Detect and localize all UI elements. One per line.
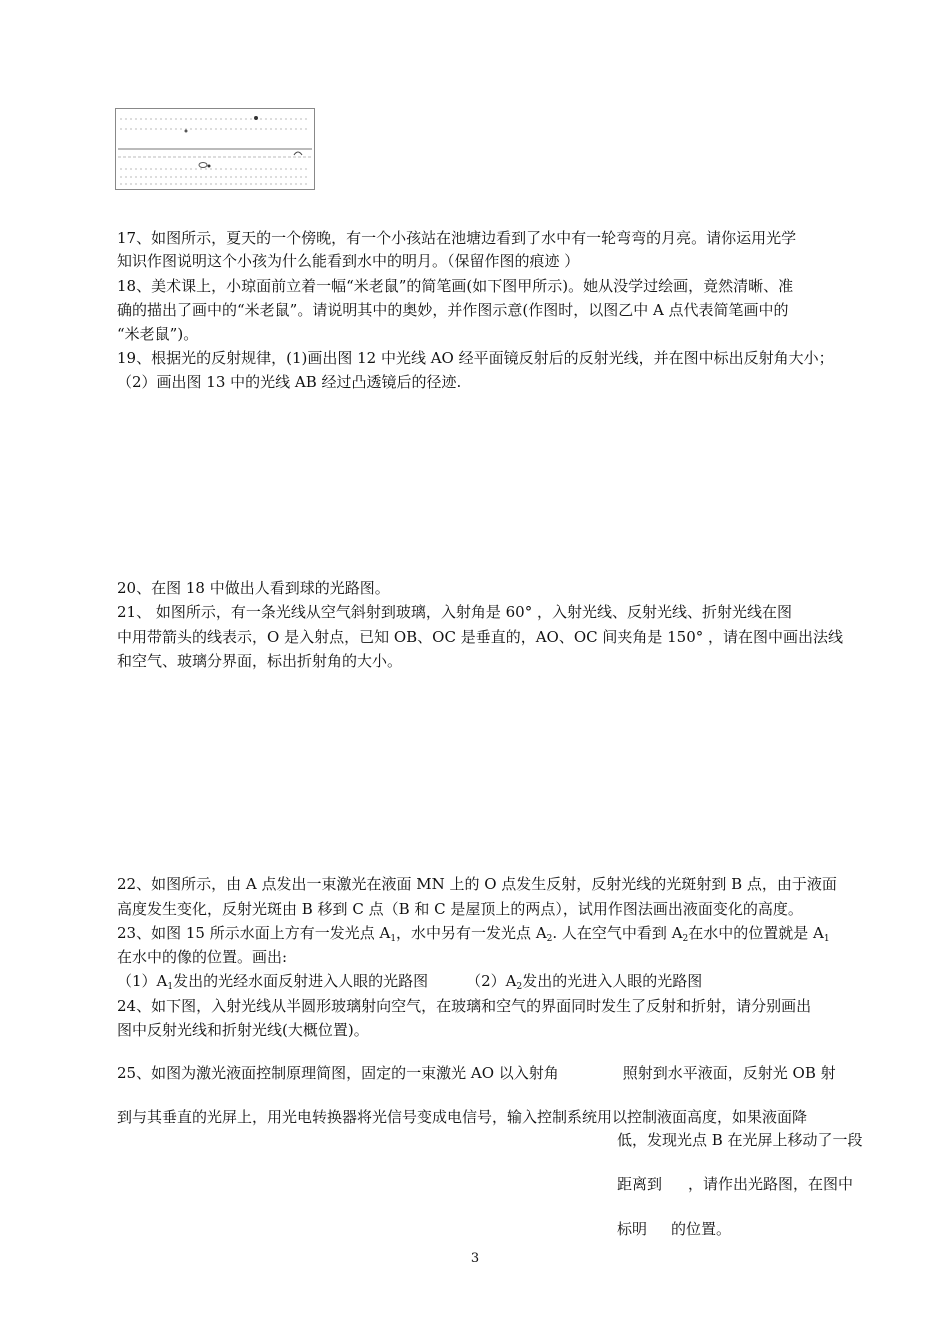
q25-line4b: ，请作出光路图，在图中 [688, 1175, 854, 1193]
q25-line4 [617, 1173, 882, 1196]
q25-line1 [117, 1062, 882, 1085]
q24-line2: 图中反射光线和折射光线(大概位置)。 [117, 1021, 369, 1039]
subscript-2: 2 [516, 982, 523, 992]
q25-line1b: 照射到水平液面，反射光 OB 射 [622, 1064, 836, 1082]
q23-line2: 在水中的像的位置。画出: [117, 948, 288, 966]
q17-line1: 17、如图所示，夏天的一个傍晚，有一个小孩站在池塘边看到了水中有一轮弯弯的月亮。请你运用光学 [117, 229, 797, 247]
q18-line1: 18、美术课上，小琼面前立着一幅“米老鼠”的简笔画(如下图甲所示)。她从没学过绘画，竟然清晰、准 [117, 277, 794, 295]
subscript-1: 1 [167, 982, 174, 992]
q18-line2: 确的描出了画中的“米老鼠”。请说明其中的奥妙，并作图示意(作图时，以图乙中 A 点代表简笔画中的 [117, 301, 789, 319]
q22-line2: 高度发生变化，反射光斑由 B 移到 C 点（B 和 C 是屋顶上的两点），试用作图法画出液面变化的高度。 [117, 900, 803, 918]
q25-line4a: 距离到 [617, 1175, 663, 1193]
q21-line2: 中用带箭头的线表示，O 是入射点，已知 OB、OC 是垂直的，AO、OC 间夹角是 150° ，请在图中画出法线 [117, 628, 844, 646]
subscript-1: 1 [823, 934, 830, 944]
q24-line1: 24、如下图，入射光线从半圆形玻璃射向空气，在玻璃和空气的界面同时发生了反射和折射，请分别画出 [117, 997, 812, 1015]
figure-pond-moon [115, 108, 315, 190]
pond-moon-drawing [116, 109, 314, 189]
q25-line3: 低，发现光点 B 在光屏上移动了一段 [617, 1131, 863, 1149]
q22-line1: 22、如图所示，由 A 点发出一束激光在液面 MN 上的 O 点发生反射，反射光线的光斑射到 B 点，由于液面 [117, 875, 837, 893]
subscript-2: 2 [682, 934, 689, 944]
q18-line3: “米老鼠”)。 [117, 325, 199, 343]
q23-part2-a: （2）A [466, 972, 517, 990]
q25-line2: 到与其垂直的光屏上，用光电转换器将光信号变成电信号，输入控制系统用以控制液面高度，如果液面降 [117, 1108, 808, 1126]
q25-line5b: 的位置。 [671, 1220, 732, 1238]
q20-line1: 20、在图 18 中做出人看到球的光路图。 [117, 579, 390, 597]
q25-line5a: 标明 [617, 1220, 648, 1238]
q23-text-d: 在水中的位置就是 A [688, 924, 824, 942]
q23-text-c: . 人在空气中看到 A [552, 924, 683, 942]
q17-line2: 知识作图说明这个小孩为什么能看到水中的明月。（保留作图的痕迹 ） [117, 252, 580, 270]
q23-part1-a: （1）A [117, 972, 168, 990]
q19-line2: （2）画出图 13 中的光线 AB 经过凸透镜后的径迹. [117, 373, 462, 391]
subscript-1: 1 [390, 934, 397, 944]
q21-line3: 和空气、玻璃分界面，标出折射角的大小。 [117, 652, 403, 670]
q23-part1-b: 发出的光经水面反射进入人眼的光路图 [173, 972, 429, 990]
q25-line5 [617, 1218, 882, 1241]
subscript-2: 2 [546, 934, 553, 944]
q23-part2-b: 发出的光进入人眼的光路图 [522, 972, 703, 990]
q25-line1a: 25、如图为激光液面控制原理简图，固定的一束激光 AO 以入射角 [117, 1064, 559, 1082]
q21-line1: 21、 如图所示，有一条光线从空气斜射到玻璃，入射角是 60° ，入射光线、反射光线、折射光线在图 [117, 603, 792, 621]
q23-text-a: 23、如图 15 所示水面上方有一发光点 A [117, 924, 391, 942]
page-number: 3 [470, 1251, 480, 1266]
q23-text-b: ，水中另有一发光点 A [396, 924, 547, 942]
q19-line1: 19、根据光的反射规律，(1)画出图 12 中光线 AO 经平面镜反射后的反射光线，并在图中标出反射角大小； [117, 349, 834, 367]
